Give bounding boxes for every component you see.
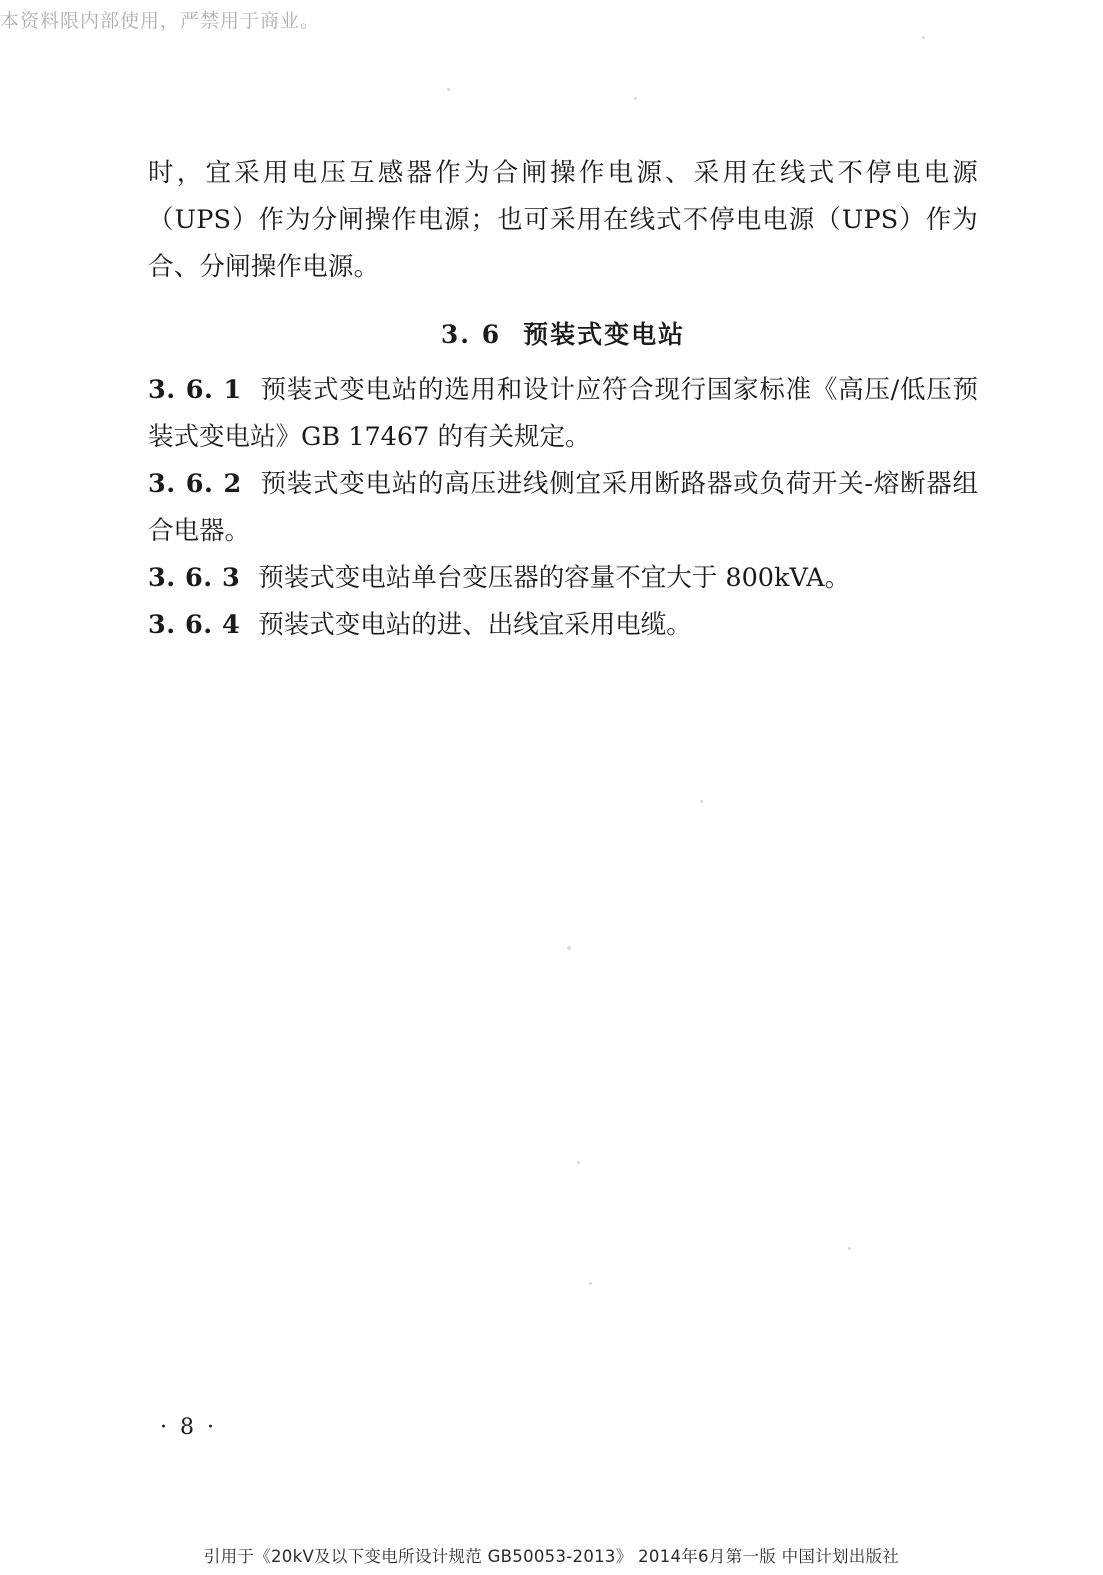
clause-text: 预装式变电站的进、出线宜采用电缆。 — [258, 610, 692, 640]
lead-paragraph: 时，宜采用电压互感器作为合闸操作电源、采用在线式不停电电源（UPS）作为分闸操作电源；也可采用在线式不停电电源（UPS）作为合、分闸操作电源。 — [148, 158, 978, 282]
clause-item — [148, 461, 978, 555]
scan-speck — [447, 88, 450, 91]
scan-speck — [634, 97, 637, 100]
page-number: · 8 · — [160, 1415, 217, 1440]
section-number: 3. 6 — [440, 320, 502, 349]
footer-citation: 引用于《20kV及以下变电所设计规范 GB50053-2013》 2014年6月第一版 中国计划出版社 — [203, 1547, 900, 1566]
clause-text: 预装式变电站的高压进线侧宜采用断路器或负荷开关-熔断器组合电器。 — [148, 469, 978, 546]
clause-text: 预装式变电站的选用和设计应符合现行国家标准《高压/低压预装式变电站》GB 17467 的有关规定。 — [148, 375, 978, 452]
scan-speck — [922, 36, 925, 39]
section-title-text: 预装式变电站 — [523, 320, 686, 349]
clause-number: 3. 6. 4 — [148, 610, 241, 640]
clause-item — [148, 555, 978, 602]
clause-item — [148, 602, 978, 649]
scan-speck — [700, 800, 703, 803]
section-heading — [148, 315, 978, 351]
scan-speck — [567, 946, 571, 950]
document-body — [148, 150, 978, 649]
scan-speck — [577, 1161, 580, 1164]
clause-text: 预装式变电站单台变压器的容量不宜大于 800kVA。 — [258, 563, 851, 593]
clause-number: 3. 6. 1 — [148, 375, 242, 405]
watermark-text: 本资料限内部使用，严禁用于商业。 — [0, 10, 321, 32]
clause-number: 3. 6. 3 — [148, 563, 241, 593]
scan-speck — [848, 1247, 851, 1250]
clause-item — [148, 367, 978, 461]
clause-number: 3. 6. 2 — [148, 469, 242, 499]
scan-speck — [589, 1282, 592, 1285]
